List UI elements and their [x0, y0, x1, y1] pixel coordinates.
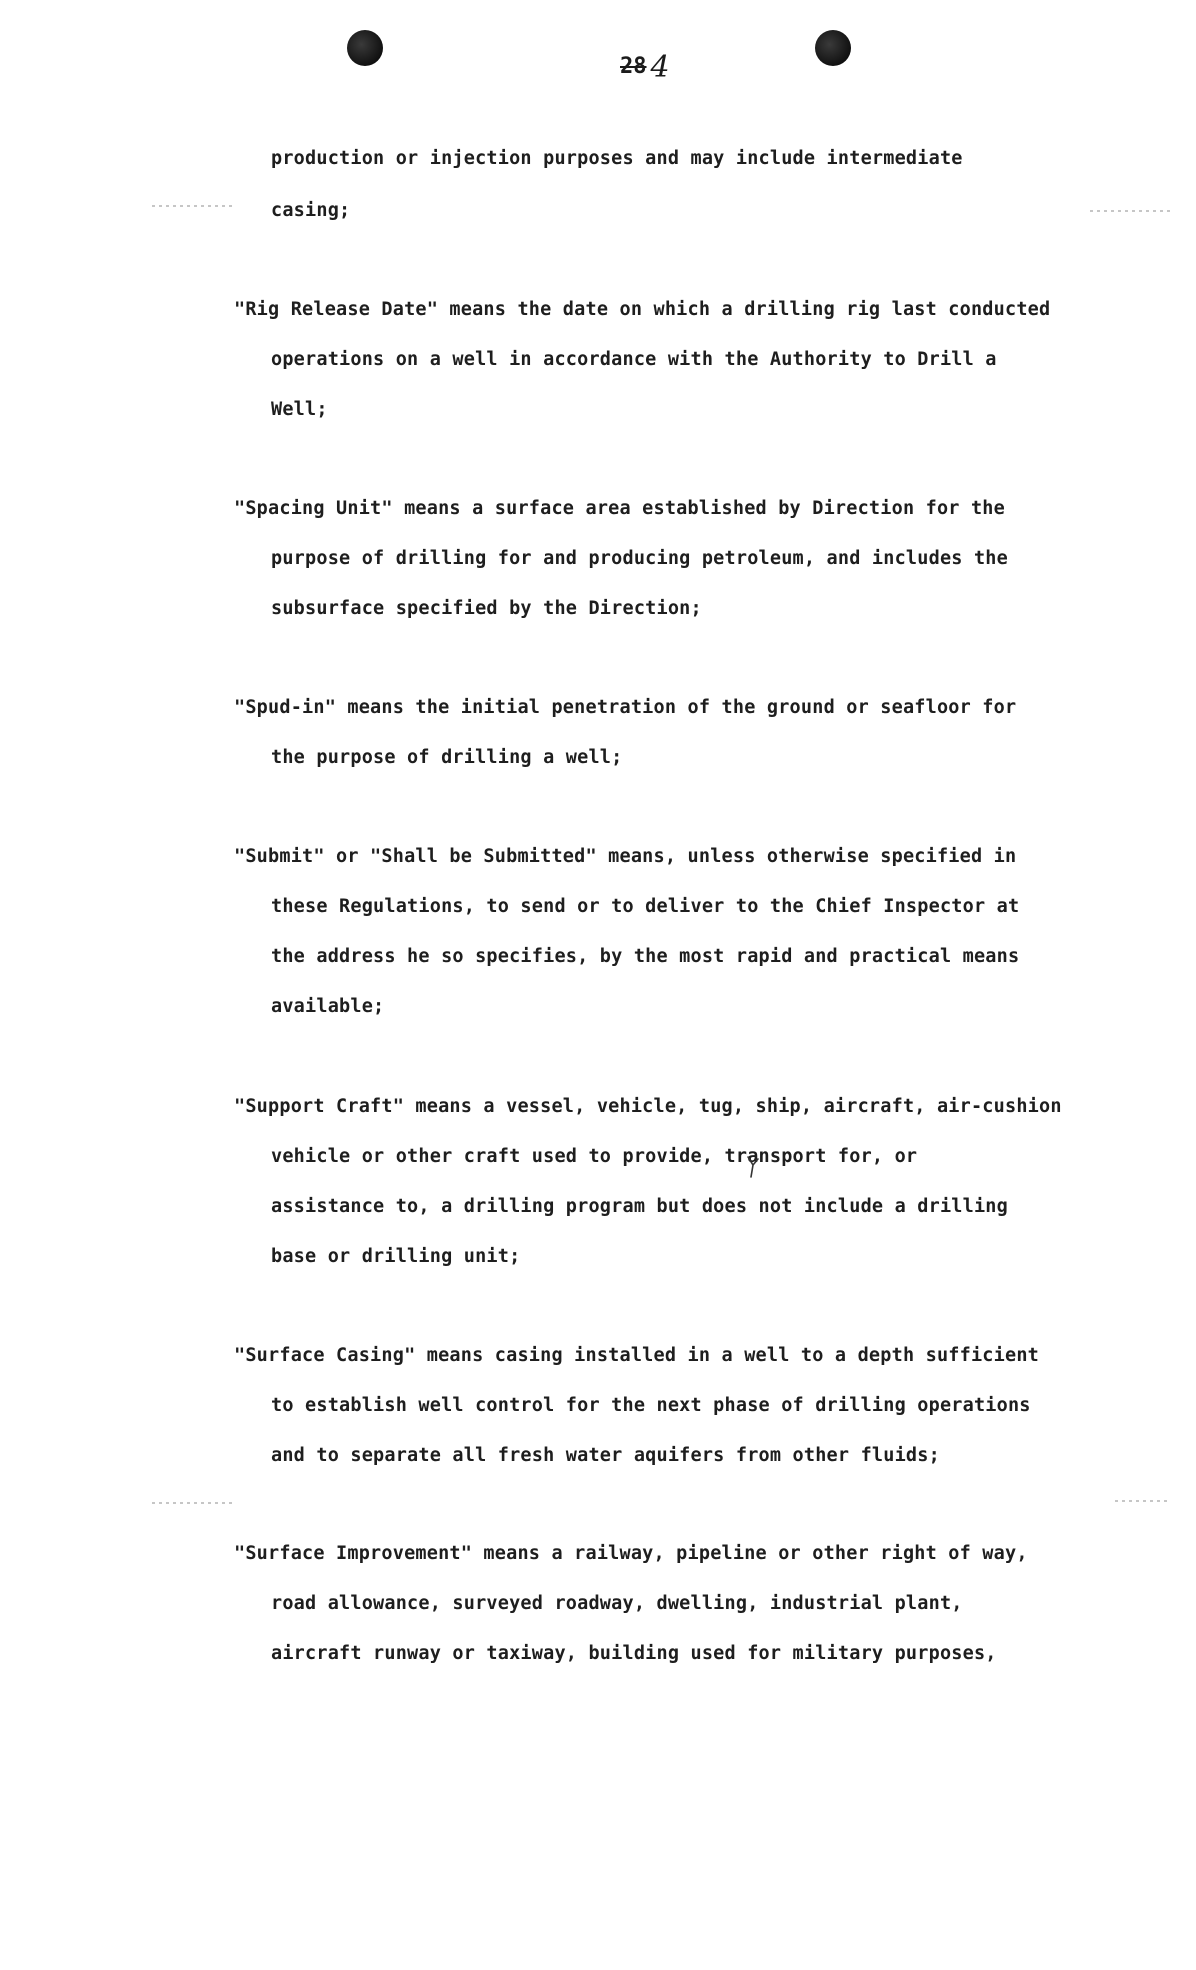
definition-line: road allowance, surveyed roadway, dwelling, industrial plant,: [271, 1593, 963, 1614]
definition-line: "Support Craft" means a vessel, vehicle, tug, ship, aircraft, air-cushion: [234, 1096, 1062, 1117]
definition-line: these Regulations, to send or to deliver to the Chief Inspector at: [271, 896, 1020, 917]
definition-line: the purpose of drilling a well;: [271, 747, 623, 768]
pen-tick-mark: [746, 1155, 760, 1179]
definition-line: vehicle or other craft used to provide, transport for, or: [271, 1146, 918, 1167]
definition-line: purpose of drilling for and producing petroleum, and includes the: [271, 548, 1008, 569]
definition-line: "Rig Release Date" means the date on which a drilling rig last conducted: [234, 299, 1051, 320]
definition-line: operations on a well in accordance with the Authority to Drill a: [271, 349, 997, 370]
definition-line: subsurface specified by the Direction;: [271, 598, 702, 619]
page-number: [620, 46, 670, 85]
definition-line: aircraft runway or taxiway, building used for military purposes,: [271, 1643, 997, 1664]
definition-line: "Spacing Unit" means a surface area established by Direction for the: [234, 498, 1005, 519]
definition-line: base or drilling unit;: [271, 1246, 521, 1267]
definition-line: Well;: [271, 399, 328, 420]
margin-mark-left-top: [152, 205, 232, 207]
page-number-struck: 28: [620, 54, 647, 79]
punch-hole-left: [347, 30, 383, 66]
definition-line: the address he so specifies, by the most rapid and practical means: [271, 946, 1020, 967]
page-number-handwritten: 4: [650, 50, 670, 85]
definition-line: casing;: [271, 200, 351, 221]
definition-line: production or injection purposes and may include intermediate: [271, 148, 963, 169]
definition-line: and to separate all fresh water aquifers from other fluids;: [271, 1445, 940, 1466]
definition-line: "Surface Improvement" means a railway, pipeline or other right of way,: [234, 1543, 1028, 1564]
punch-hole-right: [815, 30, 851, 66]
margin-mark-right-bottom: [1115, 1500, 1170, 1502]
definition-line: "Submit" or "Shall be Submitted" means, unless otherwise specified in: [234, 846, 1017, 867]
margin-mark-right-top: [1090, 210, 1170, 212]
definition-line: "Spud-in" means the initial penetration of the ground or seafloor for: [234, 697, 1017, 718]
definition-line: assistance to, a drilling program but does not include a drilling: [271, 1196, 1008, 1217]
definition-line: "Surface Casing" means casing installed in a well to a depth sufficient: [234, 1345, 1039, 1366]
definition-line: available;: [271, 996, 385, 1017]
margin-mark-left-bottom: [152, 1502, 232, 1504]
definition-line: to establish well control for the next phase of drilling operations: [271, 1395, 1031, 1416]
